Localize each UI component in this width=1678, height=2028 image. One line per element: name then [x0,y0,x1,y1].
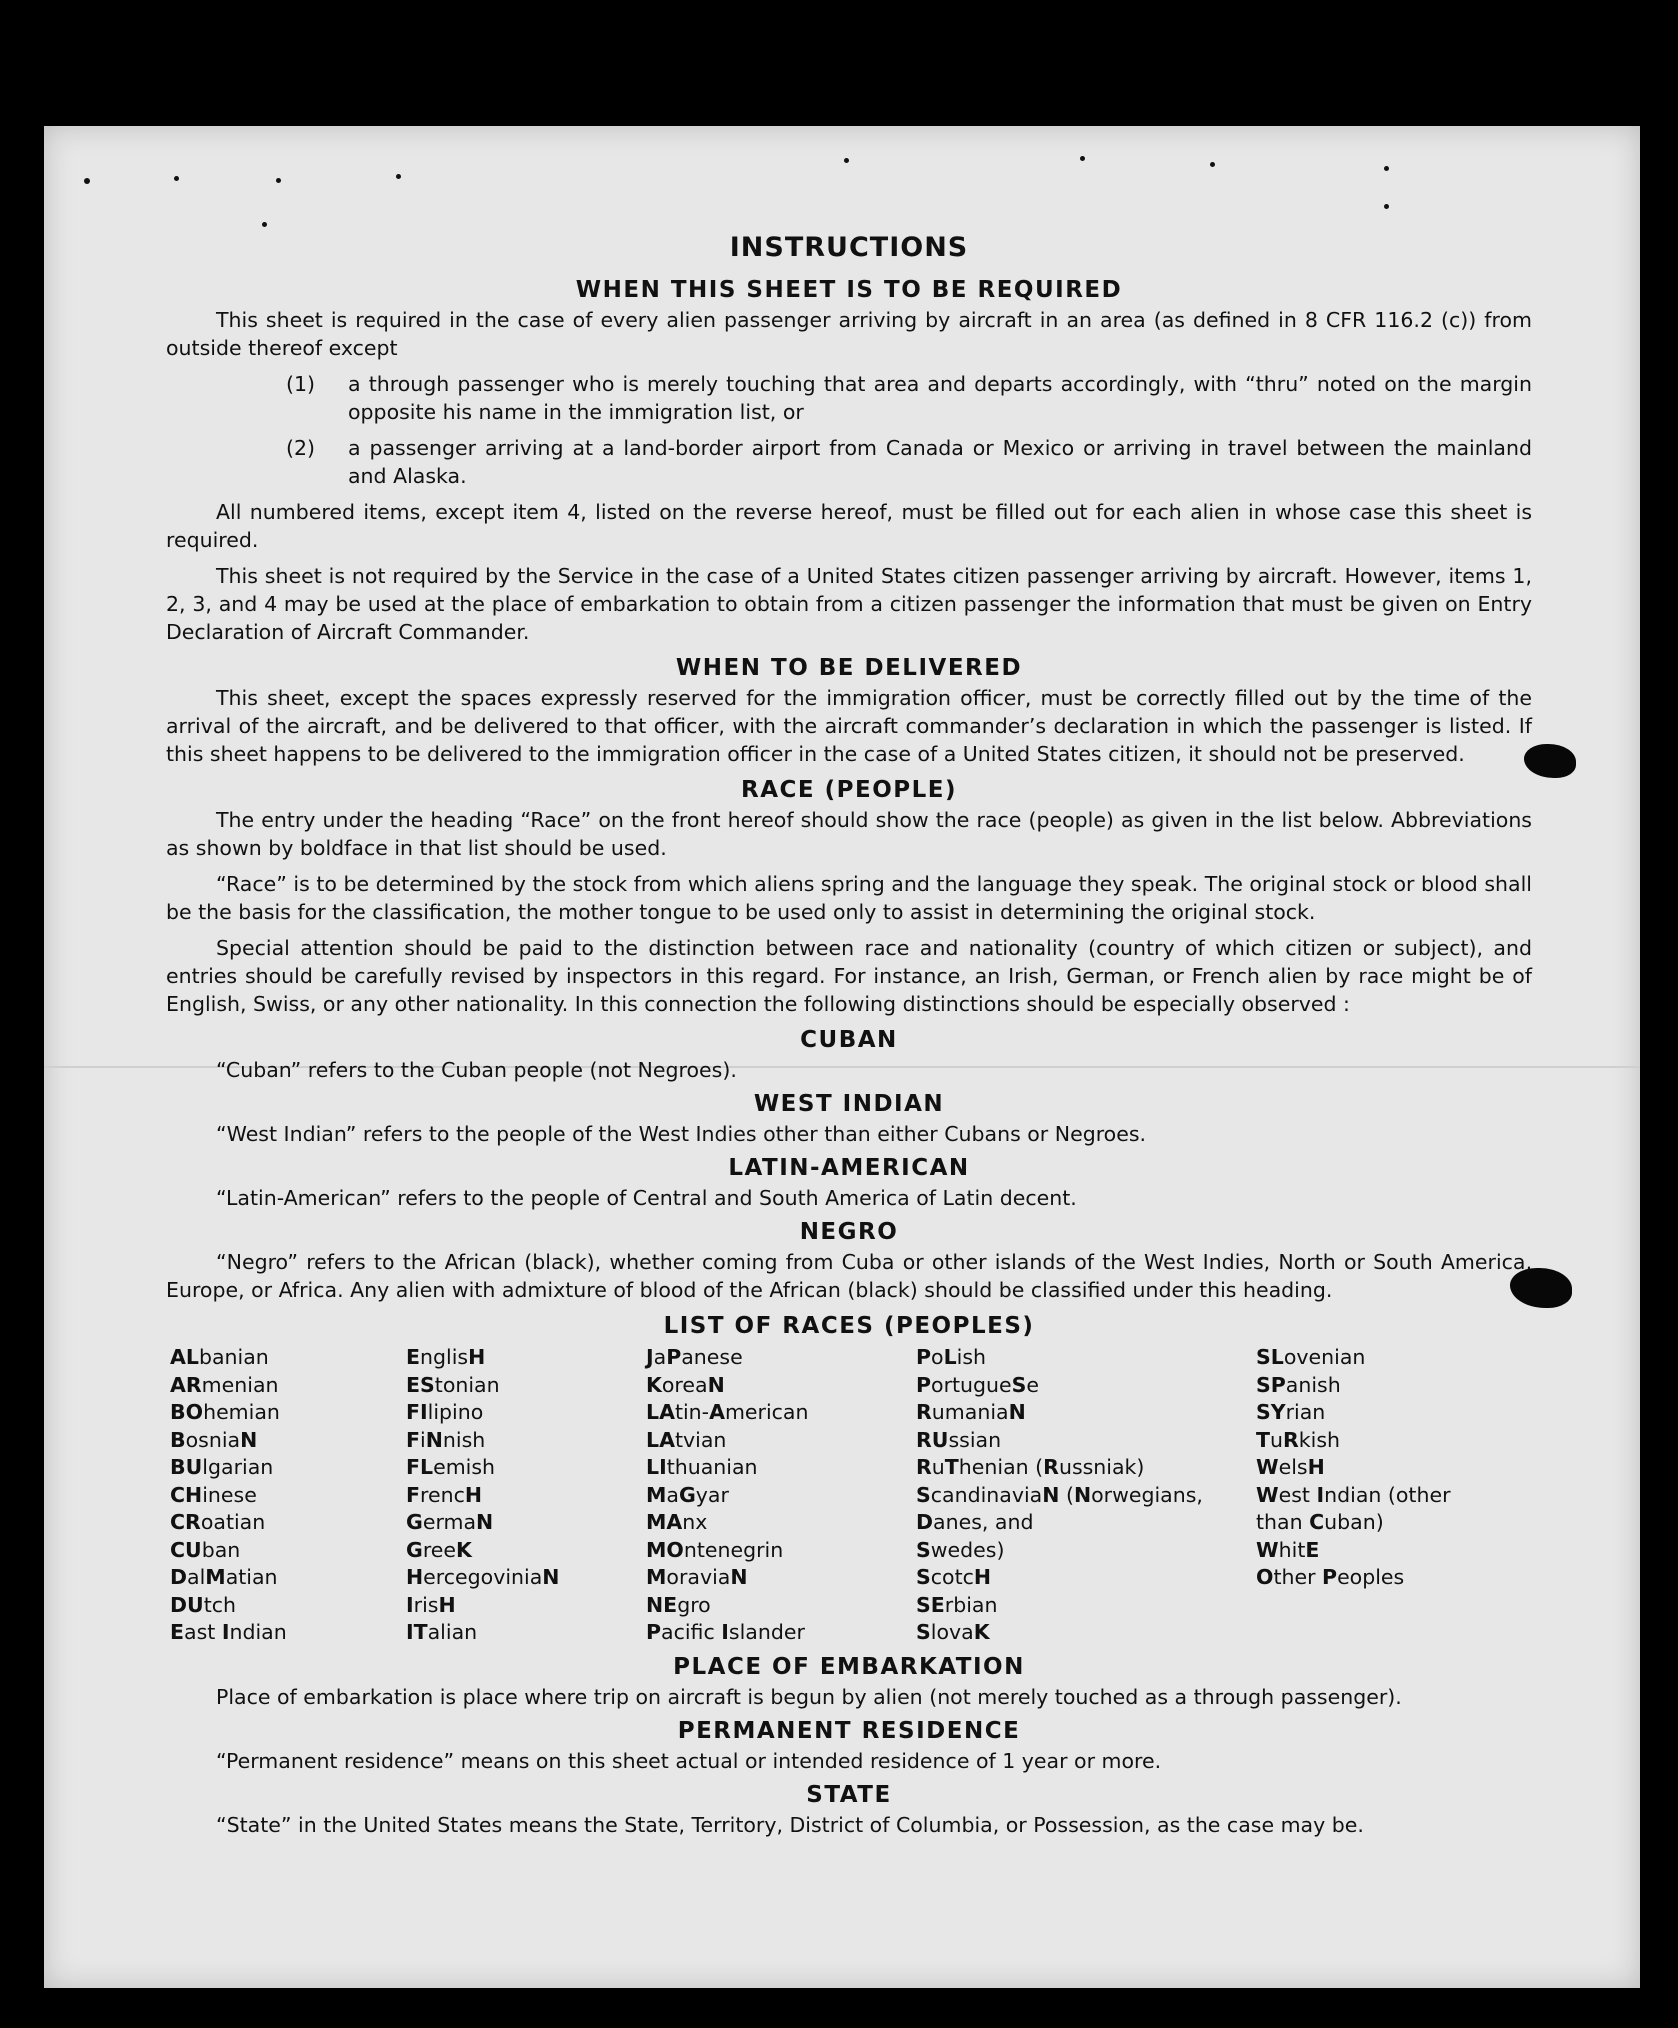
dust-speck [844,158,849,163]
race-entry: RumaniaN [916,1400,1026,1424]
item-number: (1) [286,372,316,396]
race-entry: GreeK [406,1537,472,1562]
race-entry: LIthuanian [646,1455,758,1479]
race-entry: SPanish [1256,1372,1341,1397]
closing-text: Place of embarkation is place where trip on aircraft is begun by alien (not merely touched as a through passenger). [216,1684,1402,1709]
race-entry: EnglisH [406,1345,486,1369]
distinction-text: “Cuban” refers to the Cuban people (not Negroes). [216,1058,737,1082]
race-entry: TuRkish [1256,1427,1341,1452]
races-column [402,1344,642,1647]
dust-speck [1210,162,1215,167]
race-entry: SlovaK [916,1620,990,1644]
paragraph: This sheet is not required by the Service in the case of a United States citizen passenger arriving by aircraft. However, items 1, 2, 3, and 4 may be used at the place of embarkation to obtain from a citizen passenger the information that must be given on Entry Declaration of Aircraft Commander. [166,564,1532,644]
races-column [642,1344,912,1647]
race-entry: FIlipino [406,1400,484,1424]
race-entry: Swedes) [916,1537,1005,1562]
race-entry: West Indian (other [1256,1482,1451,1507]
race-entry: ALbanian [170,1345,269,1369]
section-heading: STATE [806,1781,892,1808]
dust-speck [174,176,179,181]
exception-item [166,370,1532,426]
dust-speck [262,222,267,227]
instructions-content [166,234,1532,1845]
race-entry: LAtvian [646,1427,727,1452]
section-heading: WHEN THIS SHEET IS TO BE REQUIRED [575,277,1123,303]
race-entry: East Indian [170,1620,287,1644]
dust-speck [1080,156,1085,161]
race-entry: BosniaN [170,1427,258,1452]
document-sheet [44,126,1640,1988]
section-heading: PERMANENT RESIDENCE [677,1717,1021,1744]
distinction-heading: CUBAN [800,1027,898,1053]
race-entry: SLovenian [1256,1345,1366,1369]
item-text: a passenger arriving at a land-border airport from Canada or Mexico or arriving in travel between the mainland and Alaska. [348,436,1532,488]
item-text: a through passenger who is merely touching that area and departs accordingly, with “thru” noted on the margin opposite his name in the immigration list, or [348,372,1532,424]
race-entry: Other Peoples [1256,1565,1405,1589]
race-entry: DalMatian [170,1565,278,1589]
distinction-heading: WEST INDIAN [753,1091,945,1117]
race-entry: ARmenian [170,1372,279,1397]
paragraph: “Race” is to be determined by the stock from which aliens spring and the language they speak. The original stock or blood shall be the basis for the classification, the mother tongue to be used only to assist in determining the original stock. [166,872,1532,924]
distinction-heading: LATIN-AMERICAN [728,1155,970,1181]
race-entry: PoLish [916,1345,987,1369]
distinction-text: “West Indian” refers to the people of the West Indies other than either Cubans or Negroes. [216,1122,1147,1146]
race-entry: MaGyar [646,1482,729,1507]
race-entry: RuThenian (Russniak) [916,1455,1145,1479]
race-entry: EStonian [406,1372,500,1397]
race-entry: KoreaN [646,1372,725,1397]
distinction-text: “Negro” refers to the African (black), whether coming from Cuba or other islands of the West Indies, North or South America, Europe, or Africa. Any alien with admixture of blood of the African (black) should be classified under this heading. [166,1250,1532,1302]
race-entry: FiNnish [406,1427,486,1452]
race-entry: CUban [170,1537,241,1562]
race-entry: RUssian [916,1427,1002,1452]
paragraph: All numbered items, except item 4, listed on the reverse hereof, must be filled out for each alien in whose case this sheet is required. [166,500,1532,552]
exception-item [166,434,1532,490]
closing-text: “Permanent residence” means on this sheet actual or intended residence of 1 year or more. [216,1748,1162,1773]
race-entry: IrisH [406,1592,456,1617]
race-entry: CRoatian [170,1510,266,1534]
section-heading: WHEN TO BE DELIVERED [675,655,1023,681]
dust-speck [276,178,281,183]
race-entry: Pacific Islander [646,1620,805,1644]
dust-speck [1384,204,1389,209]
paragraph: Special attention should be paid to the distinction between race and nationality (country of which citizen or subject), and entries should be carefully revised by inspectors in this regard. For instance, an Irish, German, or French alien by race might be of English, Swiss, or any other nationality. In this connection the following distinctions should be especially observed : [166,936,1532,1016]
races-heading: LIST OF RACES (PEOPLES) [663,1313,1035,1339]
race-entry: FLemish [406,1455,496,1479]
item-number: (2) [286,436,316,460]
distinction-heading: NEGRO [799,1219,899,1245]
race-entry: than Cuban) [1256,1510,1384,1534]
page-title: INSTRUCTIONS [729,232,969,263]
paragraph: The entry under the heading “Race” on the front hereof should show the race (people) as given in the list below. Abbreviations as shown by boldface in that list should be used. [166,808,1532,860]
section-intro: This sheet is required in the case of every alien passenger arriving by aircraft in an area (as defined in 8 CFR 116.2 (c)) from outside thereof except [166,308,1532,360]
races-column [1252,1344,1532,1647]
race-entry: ITalian [406,1620,478,1644]
race-entry: LAtin-American [646,1400,809,1424]
dust-speck [396,174,401,179]
race-entry: SErbian [916,1592,998,1617]
dust-speck [1384,166,1389,171]
race-entry: ScotcH [916,1565,992,1589]
race-entry: JaPanese [646,1345,743,1369]
races-column [912,1344,1252,1647]
race-entry: CHinese [170,1482,257,1507]
race-entry: DUtch [170,1592,236,1617]
race-entry: HercegoviniaN [406,1565,560,1589]
race-entry: WelsH [1256,1455,1325,1479]
race-entry: MOntenegrin [646,1537,784,1562]
race-entry: Danes, and [916,1510,1034,1534]
race-entry: SYrian [1256,1400,1326,1424]
race-entry: BOhemian [170,1400,280,1424]
races-column [166,1344,402,1647]
race-entry: MAnx [646,1510,708,1534]
race-entry: GermaN [406,1510,494,1534]
races-list [166,1344,1532,1647]
distinction-text: “Latin-American” refers to the people of Central and South America of Latin decent. [216,1186,1077,1210]
paragraph: This sheet, except the spaces expressly reserved for the immigration officer, must be correctly filled out by the time of the arrival of the aircraft, and be delivered to that officer, with the aircraft commander’s declaration in which the passenger is listed. If this sheet happens to be delivered to the immigration officer in the case of a United States citizen, it should not be preserved. [166,686,1532,766]
dust-speck [84,178,90,184]
section-heading: PLACE OF EMBARKATION [673,1653,1025,1680]
race-entry: WhitE [1256,1537,1320,1562]
section-heading: RACE (PEOPLE) [741,777,957,803]
closing-text: “State” in the United States means the State, Territory, District of Columbia, or Possession, as the case may be. [216,1812,1364,1837]
race-entry: BUlgarian [170,1455,274,1479]
race-entry: PortugueSe [916,1372,1040,1397]
race-entry: FrencH [406,1482,483,1507]
race-entry: MoraviaN [646,1565,748,1589]
race-entry: NEgro [646,1592,711,1617]
race-entry: ScandinaviaN (Norwegians, [916,1482,1203,1507]
